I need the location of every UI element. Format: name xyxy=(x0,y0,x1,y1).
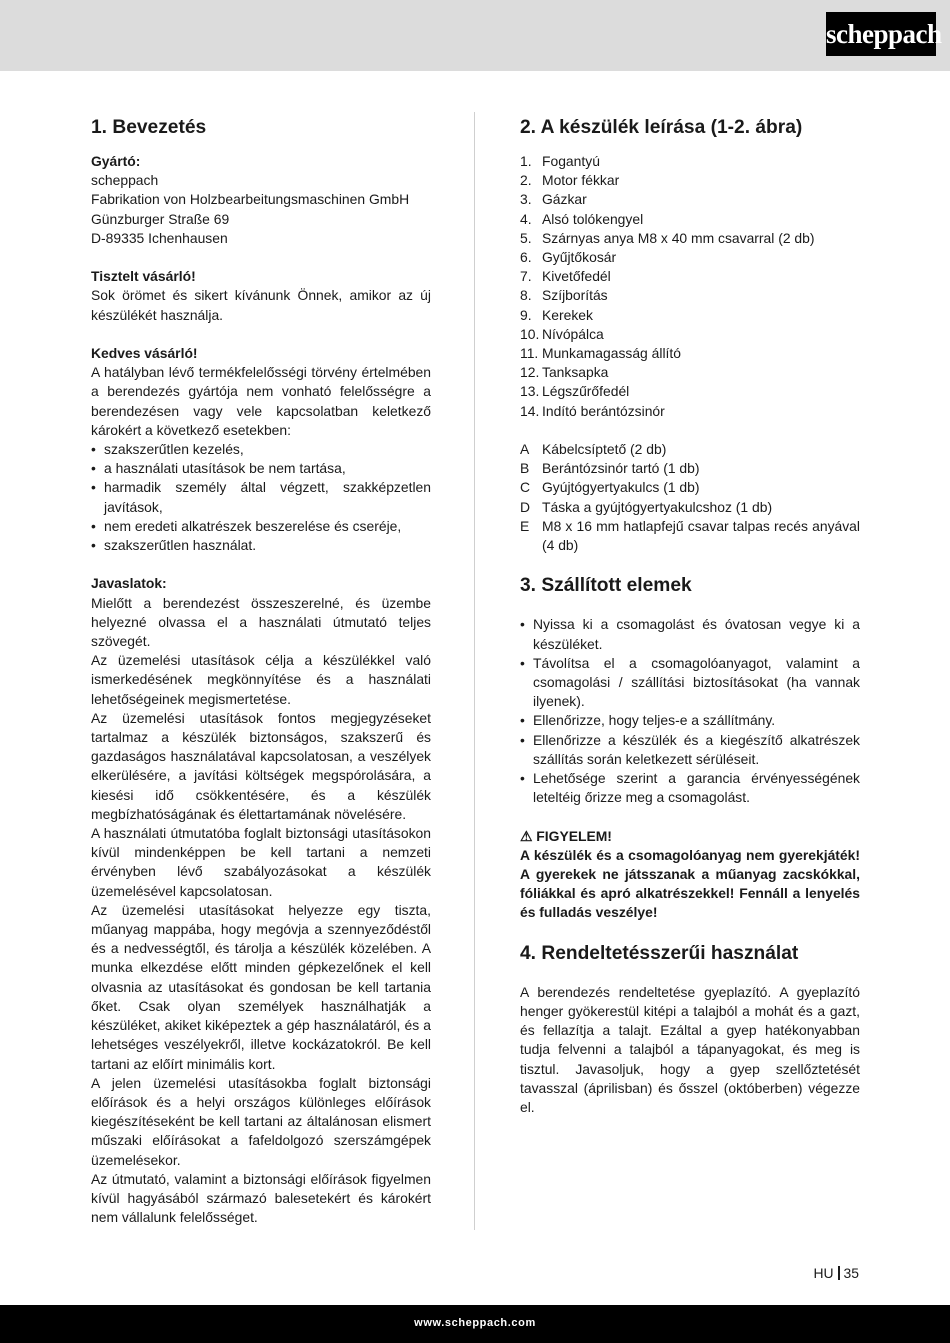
list-item xyxy=(520,248,860,267)
warning-text: A készülék és a csomagolóanyag nem gyerekjáték! A gyerekek ne játsszanak a műanyag zacskókkal, fóliákkal és apró alkatrészekkel! Fennáll a lenyelés és fulladás veszélye! xyxy=(520,846,860,921)
item-letter: D xyxy=(520,498,531,515)
recommendations-paragraph: Mielőtt a berendezést összeszerelné, és üzembe helyezné olvassa el a használati útmutató teljes szövegét. xyxy=(91,594,431,650)
item-number: 1. xyxy=(520,153,532,169)
list-item: • Nyissa ki a csomagolást és óvatosan vegye ki a készüléket. xyxy=(520,615,860,653)
page-number-value: 35 xyxy=(843,1265,859,1281)
intended-use-text: A berendezés rendeltetése gyeplazító. A gyeplazító henger gyökerestül kitépi a talajból a mohát és a gazt, és fellazítja a talajt. Ezáltal a gyep hatékonyabban tudja felvenni a talajból a tápanyagokat, és meg is tisztul. Javasoljuk, hogy a gyep szellőztetését tavasszal (áprilisban) és ősszel (októberben) végezze el. xyxy=(520,983,860,1116)
item-text: M8 x 16 mm hatlapfejű csavar talpas recés anyával (4 db) xyxy=(542,517,860,554)
item-text: Gyűjtőkosár xyxy=(542,249,617,266)
recommendations-paragraph: Az útmutató, valamint a biztonsági előírások figyelmen kívül hagyásából származó balesetekért és károkért nem vállalunk felelősséget. xyxy=(91,1170,431,1226)
item-letter: A xyxy=(520,441,530,458)
footer-url: www.scheppach.com xyxy=(414,1317,536,1329)
item-text: Indító berántózsinór xyxy=(542,402,665,419)
list-item: • szakszerűtlen használat. xyxy=(91,536,431,555)
item-text: Gázkar xyxy=(542,191,587,208)
item-letter: B xyxy=(520,460,530,477)
item-text: Szíjborítás xyxy=(542,287,608,304)
delivery-list xyxy=(520,615,860,807)
recommendations-paragraph: Az üzemelési utasításokat helyezze egy tiszta, műanyag mappába, hogy megóvja a szennyeződéstől és a nedvességtől, és tárolja a készülék közelében. A munka elkezdése előtt minden gépkezelőnek el kell olvasnia az utasításokat és gondosan be kell tartania őket. Csak olyan személyek használhatják a készüléket, akiket kiképeztek a gép használatáról, és a lehetséges veszélyekről, illetve kockázatokról. Be kell tartani az előírt minimális kort. xyxy=(91,901,431,1072)
item-text: Tanksapka xyxy=(542,364,609,381)
item-number: 6. xyxy=(520,249,532,266)
section-heading-introduction: 1. Bevezetés xyxy=(91,117,207,138)
list-item xyxy=(520,440,860,459)
list-item: • Lehetősége szerint a garancia érvényességének leteltéig őrizze meg a csomagolást. xyxy=(520,769,860,807)
parts-list-numbered xyxy=(520,152,860,421)
list-item xyxy=(520,306,860,325)
scheppach-logo: scheppach xyxy=(826,12,936,56)
list-item: • Ellenőrizze a készülék és a kiegészítő alkatrészek szállítás során keletkezett sérüléseit. xyxy=(520,731,860,769)
column-divider xyxy=(474,112,475,1230)
list-item: • szakszerűtlen kezelés, xyxy=(91,440,431,459)
manufacturer-line: D-89335 Ichenhausen xyxy=(91,229,228,246)
item-text: Munkamagasság állító xyxy=(542,345,681,362)
list-item xyxy=(520,382,860,401)
list-item: • a használati utasítások be nem tartása, xyxy=(91,459,431,478)
item-text: Nívópálca xyxy=(542,325,604,342)
recommendations-paragraph: Az üzemelési utasítások fontos megjegyzéseket tartalmaz a készülék biztonságos, szakszerű és gazdaságos használatával kapcsolatosan, a veszélyek elkerülésére, a javítási költségek megspórolására, a kiesési idő csökkentésére, és a készülék megbízhatóságának és élettartamának növelésére. xyxy=(91,709,431,822)
item-text: Szárnyas anya M8 x 40 mm csavarral (2 db) xyxy=(542,229,815,246)
item-number: 9. xyxy=(520,306,532,323)
list-item xyxy=(520,402,860,421)
list-item: • Távolítsa el a csomagolóanyagot, valamint a csomagolási / szállítási biztosításokat (ha vannak ilyenek). xyxy=(520,654,860,712)
list-item xyxy=(520,363,860,382)
item-number: 2. xyxy=(520,172,532,189)
kind-customer-label: Kedves vásárló! xyxy=(91,345,198,361)
item-text: Kerekek xyxy=(542,306,593,323)
manufacturer-address xyxy=(91,171,431,248)
item-text: Berántózsinór tartó (1 db) xyxy=(542,460,700,477)
list-item xyxy=(520,517,860,555)
item-number: 7. xyxy=(520,268,532,285)
item-text: Kábelcsíptető (2 db) xyxy=(542,441,667,458)
dear-customer-label: Tisztelt vásárló! xyxy=(91,268,196,285)
item-letter: E xyxy=(520,517,530,534)
section-heading-intended-use: 4. Rendeltetésszerűi használat xyxy=(520,942,799,964)
language-code: HU xyxy=(813,1265,834,1281)
list-item xyxy=(520,325,860,344)
list-item xyxy=(520,190,860,209)
page-number xyxy=(813,1265,859,1281)
section-heading-delivery: 3. Szállított elemek xyxy=(520,575,692,597)
header-bar xyxy=(0,0,950,71)
list-item xyxy=(520,286,860,305)
list-item: • harmadik személy által végzett, szakképzetlen javítások, xyxy=(91,478,431,516)
page-number-separator xyxy=(838,1266,840,1280)
item-number: 10. xyxy=(520,325,540,342)
right-column xyxy=(520,116,860,1117)
recommendations-label: Javaslatok: xyxy=(91,575,167,592)
item-number: 8. xyxy=(520,287,532,304)
item-text: Motor fékkar xyxy=(542,172,620,189)
item-number: 14. xyxy=(520,402,540,419)
manufacturer-line: Fabrikation von Holzbearbeitungsmaschinen GmbH xyxy=(91,191,410,208)
kind-customer-text: A hatályban lévő termékfelelősségi törvény értelmében a berendezés gyártója nem vonható felelősségre a berendezésen vagy vele kapcsolatban keletkező károkért a következő esetekben: xyxy=(91,364,431,438)
list-item xyxy=(520,459,860,478)
list-item xyxy=(520,478,860,497)
list-item: • nem eredeti alkatrészek beszerelése és cseréje, xyxy=(91,517,431,536)
item-text: Légszűrőfedél xyxy=(542,383,630,400)
section-heading-description: 2. A készülék leírása (1-2. ábra) xyxy=(520,117,803,138)
item-text: Fogantyú xyxy=(542,153,600,169)
item-text: Alsó tolókengyel xyxy=(542,210,644,227)
manufacturer-line: Günzburger Straße 69 xyxy=(91,210,230,227)
manufacturer-line: scheppach xyxy=(91,172,159,189)
left-column xyxy=(91,116,431,1227)
recommendations-paragraph: A használati útmutatóba foglalt biztonsági utasításokon kívül mindenképpen be kell tartani a nemzeti érvényben lévő szabályozásokat a készülék üzemelésével kapcsolatosan. xyxy=(91,825,431,899)
item-number: 11. xyxy=(520,345,539,362)
list-item: • Ellenőrizze, hogy teljes-e a szállítmány. xyxy=(520,711,860,730)
item-text: Gyújtógyertyakulcs (1 db) xyxy=(542,479,700,496)
item-text: Kivetőfedél xyxy=(542,268,611,285)
item-number: 13. xyxy=(520,383,540,400)
warning-title: ⚠ FIGYELEM! xyxy=(520,827,612,844)
item-number: 3. xyxy=(520,191,532,208)
list-item xyxy=(520,210,860,229)
recommendations-paragraph: A jelen üzemelési utasításokba foglalt biztonsági előírások és a helyi országos különleges előírások kiegészítéseként be kell tartani az általánosan elismert műszaki előírásokat a fafeldolgozó szerszámgépek üzemelésekor. xyxy=(91,1074,431,1168)
list-item xyxy=(520,344,860,363)
item-letter: C xyxy=(520,479,531,496)
list-item xyxy=(520,229,860,248)
list-item xyxy=(520,152,860,171)
list-item xyxy=(520,171,860,190)
item-number: 5. xyxy=(520,229,532,246)
parts-list-lettered xyxy=(520,440,860,555)
recommendations-paragraph: Az üzemelési utasítások célja a készülékkel való ismerkedésének megkönnyítése és a használati lehetőségeinek megismertetése. xyxy=(91,652,431,707)
manufacturer-label: Gyártó: xyxy=(91,153,141,169)
list-item xyxy=(520,267,860,286)
item-text: Táska a gyújtógyertyakulcshoz (1 db) xyxy=(542,498,773,515)
item-number: 12. xyxy=(520,364,540,381)
liability-exclusion-list xyxy=(91,440,431,555)
item-number: 4. xyxy=(520,210,532,227)
footer-bar xyxy=(0,1305,950,1343)
list-item xyxy=(520,498,860,517)
dear-customer-text: Sok örömet és sikert kívánunk Önnek, amikor az új készülékét használja. xyxy=(91,287,431,323)
